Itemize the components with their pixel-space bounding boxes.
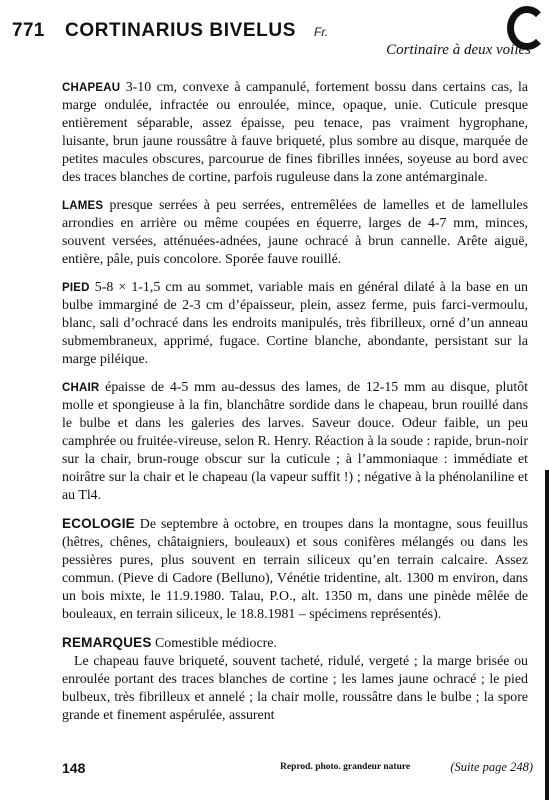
- ecologie-paragraph: [62, 515, 528, 624]
- chair-text: épaisse de 4-5 mm au-dessus des lames, de 12-15 mm au disque, plutôt molle et spongieuse à la fin, blanchâtre sordide dans le chapeau, brun rouillé dans le bulbe et dans les galeries des larves. Saveur douce. Odeur faible, un peu camphrée ou fruitée-vireuse, selon R. Henry. Réaction à la soude : rapide, brun-noir sur la chair, brun-rouge obscur sur la cuticule ; à l’ammoniaque : immédiate et noirâtre sur la chair et le chapeau (la vapeur suffit !) ; négative à la phénolaniline et au Tl4.: [62, 380, 528, 503]
- page-header: [12, 20, 541, 70]
- description-body: [62, 79, 528, 725]
- lames-paragraph: [62, 197, 528, 269]
- continued-note: (Suite page 248): [450, 760, 533, 774]
- pied-text: 5-8 × 1-1,5 cm au sommet, variable mais en général dilaté à la base en un bulbe immarginé de 2-3 cm d’épaisseur, plein, assez ferme, puis farci-vermoulu, blanc, sali d’ochracé dans les endroits manipulés, très fibrilleux, orné d’un anneau submembraneux, apprimé, fugace. Cortine blanche, abondante, persistant sur la marge piléique.: [62, 280, 528, 367]
- pied-label: PIED: [62, 282, 90, 294]
- chapeau-label: CHAPEAU: [62, 82, 121, 94]
- reproduction-note: Reprod. photo. grandeur nature: [280, 762, 411, 772]
- lames-text: presque serrées à peu serrées, entremêlées de lamelles et de lamellules arrondies en arrière ou même coupées en équerre, larges de 4-7 mm, minces, souvent versées, atténuées-adnées, jaune ochracé à brun cannelle. Arête aiguë, entière, pâle, puis concolore. Sporée fauve rouillé.: [62, 198, 528, 267]
- ecologie-label: ECOLOGIE: [62, 516, 135, 531]
- ecologie-text: De septembre à octobre, en troupes dans la montagne, sous feuillus (hêtres, chênes, châtaigniers, bouleaux) et sous conifères mélangés ou dans les pessières pures, plus souvent en terrain siliceux qu’en terrain calcaire. Assez commun. (Pieve di Cadore (Belluno), Vénétie tridentine, alt. 1300 m environ, dans un bois mixte, le 11.9.1980. Talau, P.O., alt. 1350 m, dans une pinède mêlée de bouleaux, en terrain siliceux, le 18.8.1981 – spécimens représentés).: [62, 517, 528, 622]
- remarques-continuation: Le chapeau fauve briqueté, souvent tacheté, ridulé, vergeté ; la marge brisée ou enroulée portant des traces blanches de cortine ; les lames jaune ochracé ; le pied bulbeux, très fibrilleux et annelé ; la chair molle, roussâtre dans le bulbe ; la spore grande et finement aspérulée, assurent: [62, 654, 528, 723]
- chapeau-paragraph: [62, 79, 528, 187]
- pied-paragraph: [62, 279, 528, 369]
- page-footer: [62, 760, 533, 782]
- species-author: Fr.: [314, 25, 329, 39]
- scan-edge-shadow: [545, 470, 549, 800]
- species-number: 771: [12, 20, 45, 41]
- remarques-text: Comestible médiocre.: [151, 636, 277, 651]
- chair-label: CHAIR: [62, 382, 100, 394]
- remarques-label: REMARQUES: [62, 635, 152, 650]
- remarques-paragraph: [62, 634, 528, 653]
- common-name: Cortinaire à deux voiles: [386, 42, 531, 58]
- chair-paragraph: [62, 379, 528, 505]
- species-name: CORTINARIUS BIVELUS: [65, 20, 296, 41]
- chapeau-text: 3-10 cm, convexe à campanulé, fortement bossu dans certains cas, la marge ondulée, infractée ou enroulée, mince, opaque, unie. Cuticule presque entièrement séparable, assez épaisse, peu tenace, pas vraiment hygrophane, luisante, brun jaune roussâtre à fauve briqueté, plus sombre au disque, marquée de petites macules obscures, parcourue de fines fibrilles innées, soyeuse au bord avec des traces blanches de cortine, parfois ruguleuse dans la zone antémarginale.: [62, 80, 528, 185]
- lames-label: LAMES: [62, 200, 104, 212]
- page-number: 148: [62, 760, 86, 776]
